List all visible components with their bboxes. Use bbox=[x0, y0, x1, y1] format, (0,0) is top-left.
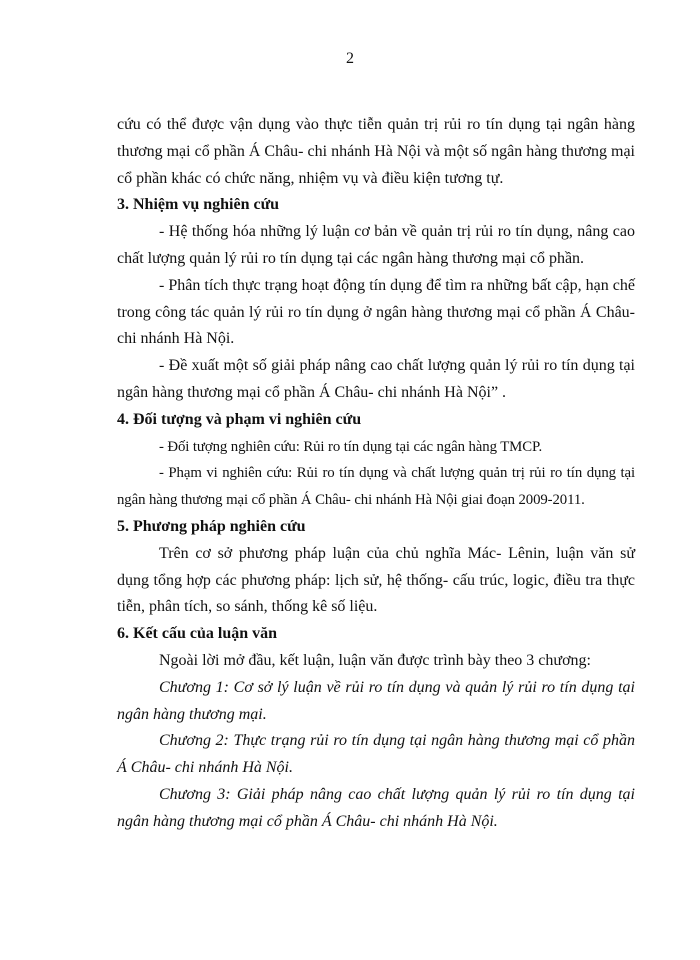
paragraph-intro-continuation: cứu có thể được vận dụng vào thực tiễn quản trị rủi ro tín dụng tại ngân hàng thương mại cổ phần Á Châu- chi nhánh Hà Nội và một số ngân hàng thương mại cổ phần khác có chức năng, nhiệm vụ và điều kiện tương tự. bbox=[117, 116, 635, 187]
heading-thesis-structure: 6. Kết cấu của luận văn bbox=[117, 625, 278, 643]
paragraph-task-2: - Phân tích thực trạng hoạt động tín dụng để tìm ra những bất cập, hạn chế trong công tác quản lý rủi ro tín dụng ở ngân hàng thương mại cổ phần Á Châu- chi nhánh Hà Nội. bbox=[117, 276, 635, 348]
heading-research-tasks: 3. Nhiệm vụ nghiên cứu bbox=[117, 196, 280, 214]
paragraph-structure-intro: Ngoài lời mở đầu, kết luận, luận văn được trình bày theo 3 chương: bbox=[159, 651, 591, 669]
paragraph-research-scope: - Phạm vi nghiên cứu: Rủi ro tín dụng và chất lượng quản trị rủi ro tín dụng tại ngân hàng thương mại cổ phần Á Châu- chi nhánh Hà Nội giai đoạn 2009-2011. bbox=[117, 465, 635, 509]
document-body bbox=[117, 112, 635, 836]
paragraph-task-1: - Hệ thống hóa những lý luận cơ bản về quản trị rủi ro tín dụng, nâng cao chất lượng quản lý rủi ro tín dụng tại các ngân hàng thương mại cổ phần. bbox=[117, 223, 635, 267]
paragraph-task-3: - Đề xuất một số giải pháp nâng cao chất lượng quản lý rủi ro tín dụng tại ngân hàng thương mại cổ phần Á Châu- chi nhánh Hà Nội” . bbox=[117, 357, 635, 401]
paragraph-chapter-1: Chương 1: Cơ sở lý luận về rủi ro tín dụng và quản lý rủi ro tín dụng tại ngân hàng thương mại. bbox=[117, 678, 635, 723]
paragraph-methods: Trên cơ sở phương pháp luận của chủ nghĩa Mác- Lênin, luận văn sử dụng tổng hợp các phương pháp: lịch sử, hệ thống- cấu trúc, logic, điều tra thực tiễn, phân tích, so sánh, thống kê số liệu. bbox=[117, 544, 635, 616]
paragraph-research-object: - Đối tượng nghiên cứu: Rủi ro tín dụng tại các ngân hàng TMCP. bbox=[159, 438, 543, 455]
page-number: 2 bbox=[346, 50, 354, 67]
paragraph-chapter-3: Chương 3: Giải pháp nâng cao chất lượng quản lý rủi ro tín dụng tại ngân hàng thương mại cổ phần Á Châu- chi nhánh Hà Nội. bbox=[117, 785, 635, 830]
paragraph-chapter-2: Chương 2: Thực trạng rủi ro tín dụng tại ngân hàng thương mại cổ phần Á Châu- chi nhánh Hà Nội. bbox=[117, 732, 635, 777]
heading-research-methods: 5. Phương pháp nghiên cứu bbox=[117, 517, 306, 535]
heading-object-scope: 4. Đối tượng và phạm vi nghiên cứu bbox=[117, 410, 362, 428]
